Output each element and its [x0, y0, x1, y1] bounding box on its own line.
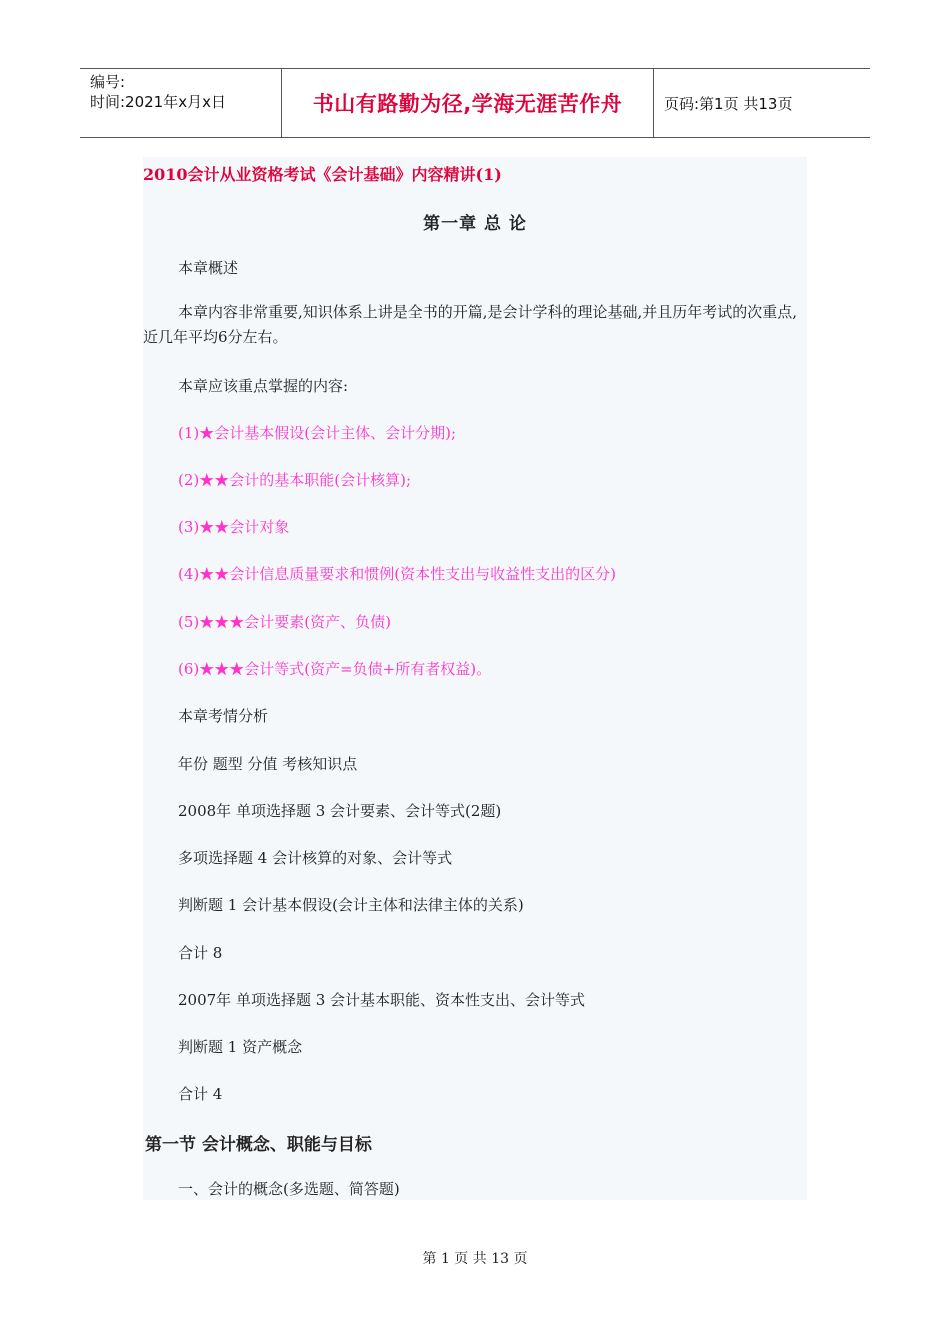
- page-footer: 第 1 页 共 13 页: [422, 1251, 528, 1267]
- key-point-item: (4)★★会计信息质量要求和惯例(资本性支出与收益性支出的区分): [178, 565, 616, 583]
- analysis-row: 2008年 单项选择题 3 会计要素、会计等式(2题): [178, 802, 502, 820]
- header-motto: 书山有路勤为径,学海无涯苦作舟: [282, 69, 654, 137]
- subsection-heading: 一、会计的概念(多选题、简答题): [178, 1180, 400, 1198]
- analysis-row: 合计 4: [178, 1085, 223, 1103]
- analysis-row: 2007年 单项选择题 3 会计基本职能、资本性支出、会计等式: [178, 991, 586, 1009]
- analysis-row: 判断题 1 会计基本假设(会计主体和法律主体的关系): [178, 896, 524, 914]
- key-point-item: (5)★★★会计要素(资产、负债): [178, 613, 391, 631]
- overview-paragraph: 本章内容非常重要,知识体系上讲是全书的开篇,是会计学科的理论基础,并且历年考试的次重点,近几年平均6分左右。: [143, 303, 798, 346]
- document-title: 2010会计从业资格考试《会计基础》内容精讲(1): [143, 165, 502, 184]
- analysis-heading: 本章考情分析: [178, 707, 269, 725]
- key-point-item: (2)★★会计的基本职能(会计核算);: [178, 471, 412, 489]
- analysis-row: 合计 8: [178, 944, 223, 962]
- overview-heading: 本章概述: [178, 259, 239, 277]
- header-page-info: 页码:第1页 共13页: [664, 94, 793, 113]
- section-heading: 第一节 会计概念、职能与目标: [145, 1135, 372, 1155]
- chapter-heading: 第一章 总 论: [423, 214, 527, 234]
- header-meta: [80, 69, 282, 137]
- number-label: 编号:: [90, 73, 126, 91]
- document-body: [143, 157, 807, 1200]
- analysis-row: 年份 题型 分值 考核知识点: [178, 755, 358, 773]
- key-point-item: (1)★会计基本假设(会计主体、会计分期);: [178, 424, 457, 442]
- page-header: [80, 68, 870, 138]
- analysis-row: 多项选择题 4 会计核算的对象、会计等式: [178, 849, 453, 867]
- key-point-item: (3)★★会计对象: [178, 518, 290, 536]
- key-point-item: (6)★★★会计等式(资产=负债+所有者权益)。: [178, 660, 492, 678]
- analysis-row: 判断题 1 资产概念: [178, 1038, 303, 1056]
- time-label: 时间:2021年x月x日: [90, 93, 226, 111]
- key-points-heading: 本章应该重点掌握的内容:: [178, 377, 349, 395]
